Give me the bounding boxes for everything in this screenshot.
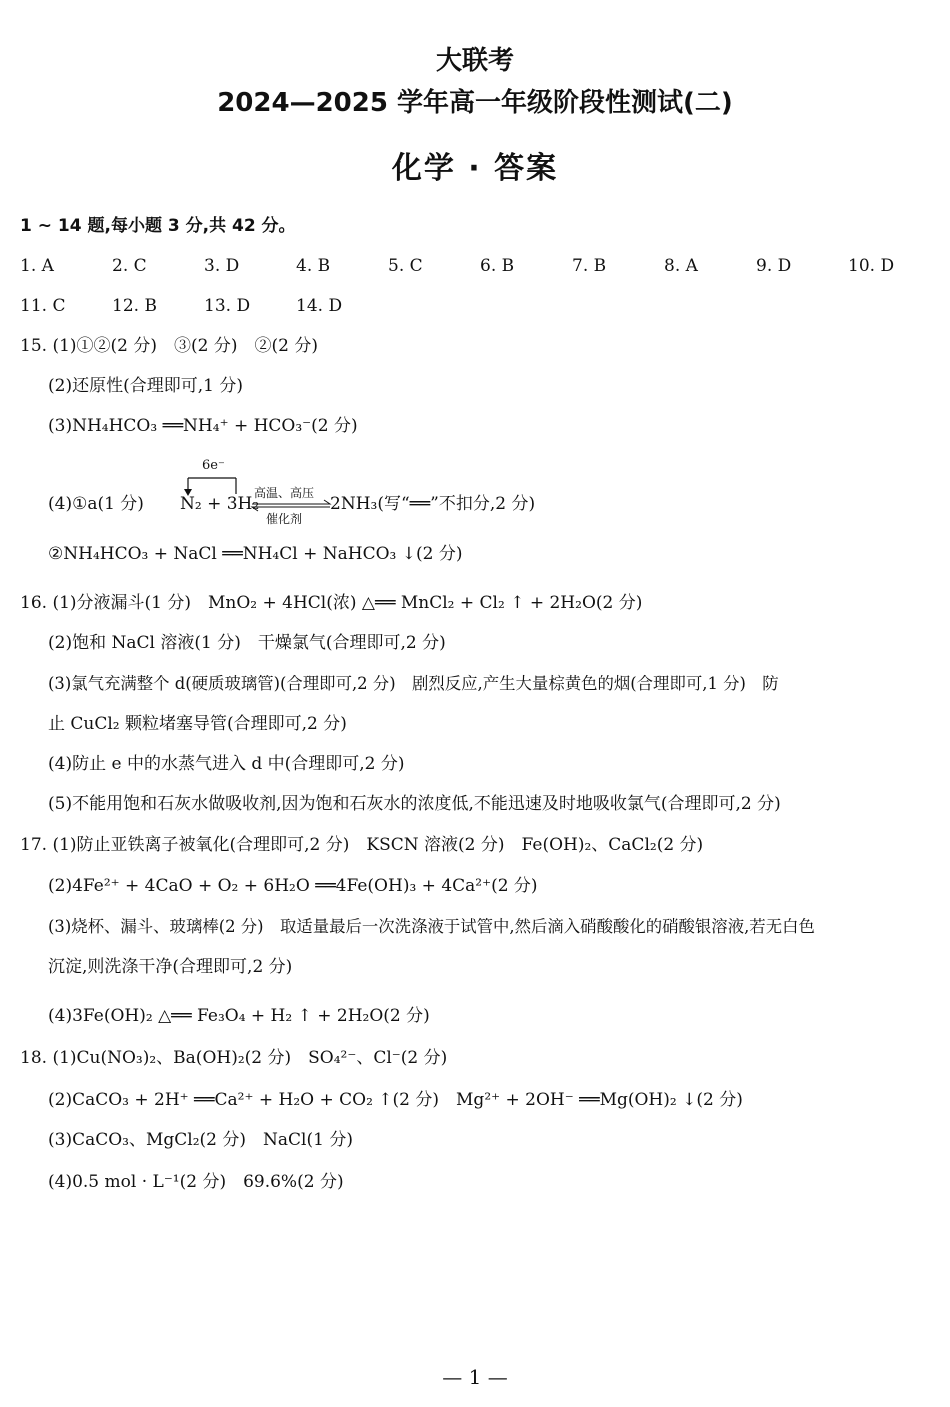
- q18-part1: 18. (1)Cu(NO₃)₂、Ba(OH)₂(2 分) SO₄²⁻、Cl⁻(2 分): [20, 1048, 448, 1068]
- intro-note: 1 ~ 14 题,每小题 3 分,共 42 分。: [20, 216, 296, 236]
- subject-title: 化学 · 答案: [391, 151, 559, 186]
- answer-item: 9. D: [756, 256, 792, 276]
- answers-row-2: [20, 294, 930, 318]
- q16-part4: (4)防止 e 中的水蒸气进入 d 中(合理即可,2 分): [48, 754, 405, 774]
- answer-item: 14. D: [296, 296, 343, 316]
- answer-item: 8. A: [664, 256, 698, 276]
- reaction-products: 2NH₃(写“══”不扣分,2 分): [330, 494, 536, 514]
- electron-count-label: 6e⁻: [202, 458, 225, 473]
- answer-item: 4. B: [296, 256, 331, 276]
- q15-part3: (3)NH₄HCO₃ ══NH₄⁺ + HCO₃⁻(2 分): [48, 416, 358, 436]
- exam-organizer: 大联考: [435, 46, 514, 76]
- q17-part1: 17. (1)防止亚铁离子被氧化(合理即可,2 分) KSCN 溶液(2 分) Fe(OH)₂、CaCl₂(2 分): [20, 835, 704, 855]
- q17-part3-line1: (3)烧杯、漏斗、玻璃棒(2 分) 取适量最后一次洗涤液于试管中,然后滴入硝酸酸化的硝酸银溶液,若无白色: [48, 917, 815, 936]
- exam-title: 2024—2025 学年高一年级阶段性测试(二): [217, 88, 733, 118]
- answer-item: 7. B: [572, 256, 607, 276]
- answer-item: 3. D: [204, 256, 240, 276]
- q16-part3-line1: (3)氯气充满整个 d(硬质玻璃管)(合理即可,2 分) 剧烈反应,产生大量棕黄色的烟(合理即可,1 分) 防: [48, 674, 779, 693]
- q17-part2: (2)4Fe²⁺ + 4CaO + O₂ + 6H₂O ══4Fe(OH)₃ + 4Ca²⁺(2 分): [48, 876, 538, 896]
- q16-part5: (5)不能用饱和石灰水做吸收剂,因为饱和石灰水的浓度低,不能迅速及时地吸收氯气(合理即可,2 分): [48, 794, 781, 814]
- q16-part1: 16. (1)分液漏斗(1 分) MnO₂ + 4HCl(浓) △══ MnCl₂ + Cl₂ ↑ + 2H₂O(2 分): [20, 593, 643, 613]
- q15-part5: ②NH₄HCO₃ + NaCl ══NH₄Cl + NaHCO₃ ↓(2 分): [48, 544, 463, 564]
- answer-item: 1. A: [20, 256, 54, 276]
- q15-part1: 15. (1)①②(2 分) ③(2 分) ②(2 分): [20, 336, 318, 356]
- answer-item: 6. B: [480, 256, 515, 276]
- page-number: — 1 —: [442, 1365, 508, 1389]
- q18-part2: (2)CaCO₃ + 2H⁺ ══Ca²⁺ + H₂O + CO₂ ↑(2 分) Mg²⁺ + 2OH⁻ ══Mg(OH)₂ ↓(2 分): [48, 1090, 743, 1110]
- q18-part3: (3)CaCO₃、MgCl₂(2 分) NaCl(1 分): [48, 1130, 353, 1150]
- answer-item: 11. C: [20, 296, 66, 316]
- q18-part4: (4)0.5 mol · L⁻¹(2 分) 69.6%(2 分): [48, 1172, 344, 1192]
- q17-part3-line2: 沉淀,则洗涤干净(合理即可,2 分): [48, 957, 293, 977]
- q15-part2: (2)还原性(合理即可,1 分): [48, 376, 243, 396]
- q15-part4-label: (4)①a(1 分): [48, 494, 144, 514]
- q16-part2: (2)饱和 NaCl 溶液(1 分) 干燥氯气(合理即可,2 分): [48, 633, 446, 653]
- answer-item: 13. D: [204, 296, 251, 316]
- reaction-reactants: N₂ + 3H₂: [180, 494, 260, 514]
- condition-top: 高温、高压: [254, 486, 315, 500]
- q17-part4: (4)3Fe(OH)₂ △══ Fe₃O₄ + H₂ ↑ + 2H₂O(2 分): [48, 1006, 430, 1026]
- condition-bottom: 催化剂: [266, 512, 303, 526]
- answer-item: 5. C: [388, 256, 423, 276]
- q16-part3-line2: 止 CuCl₂ 颗粒堵塞导管(合理即可,2 分): [48, 714, 347, 734]
- answer-item: 12. B: [112, 296, 157, 316]
- answer-item: 10. D: [848, 256, 895, 276]
- answers-row-1: [20, 254, 930, 278]
- answer-item: 2. C: [112, 256, 147, 276]
